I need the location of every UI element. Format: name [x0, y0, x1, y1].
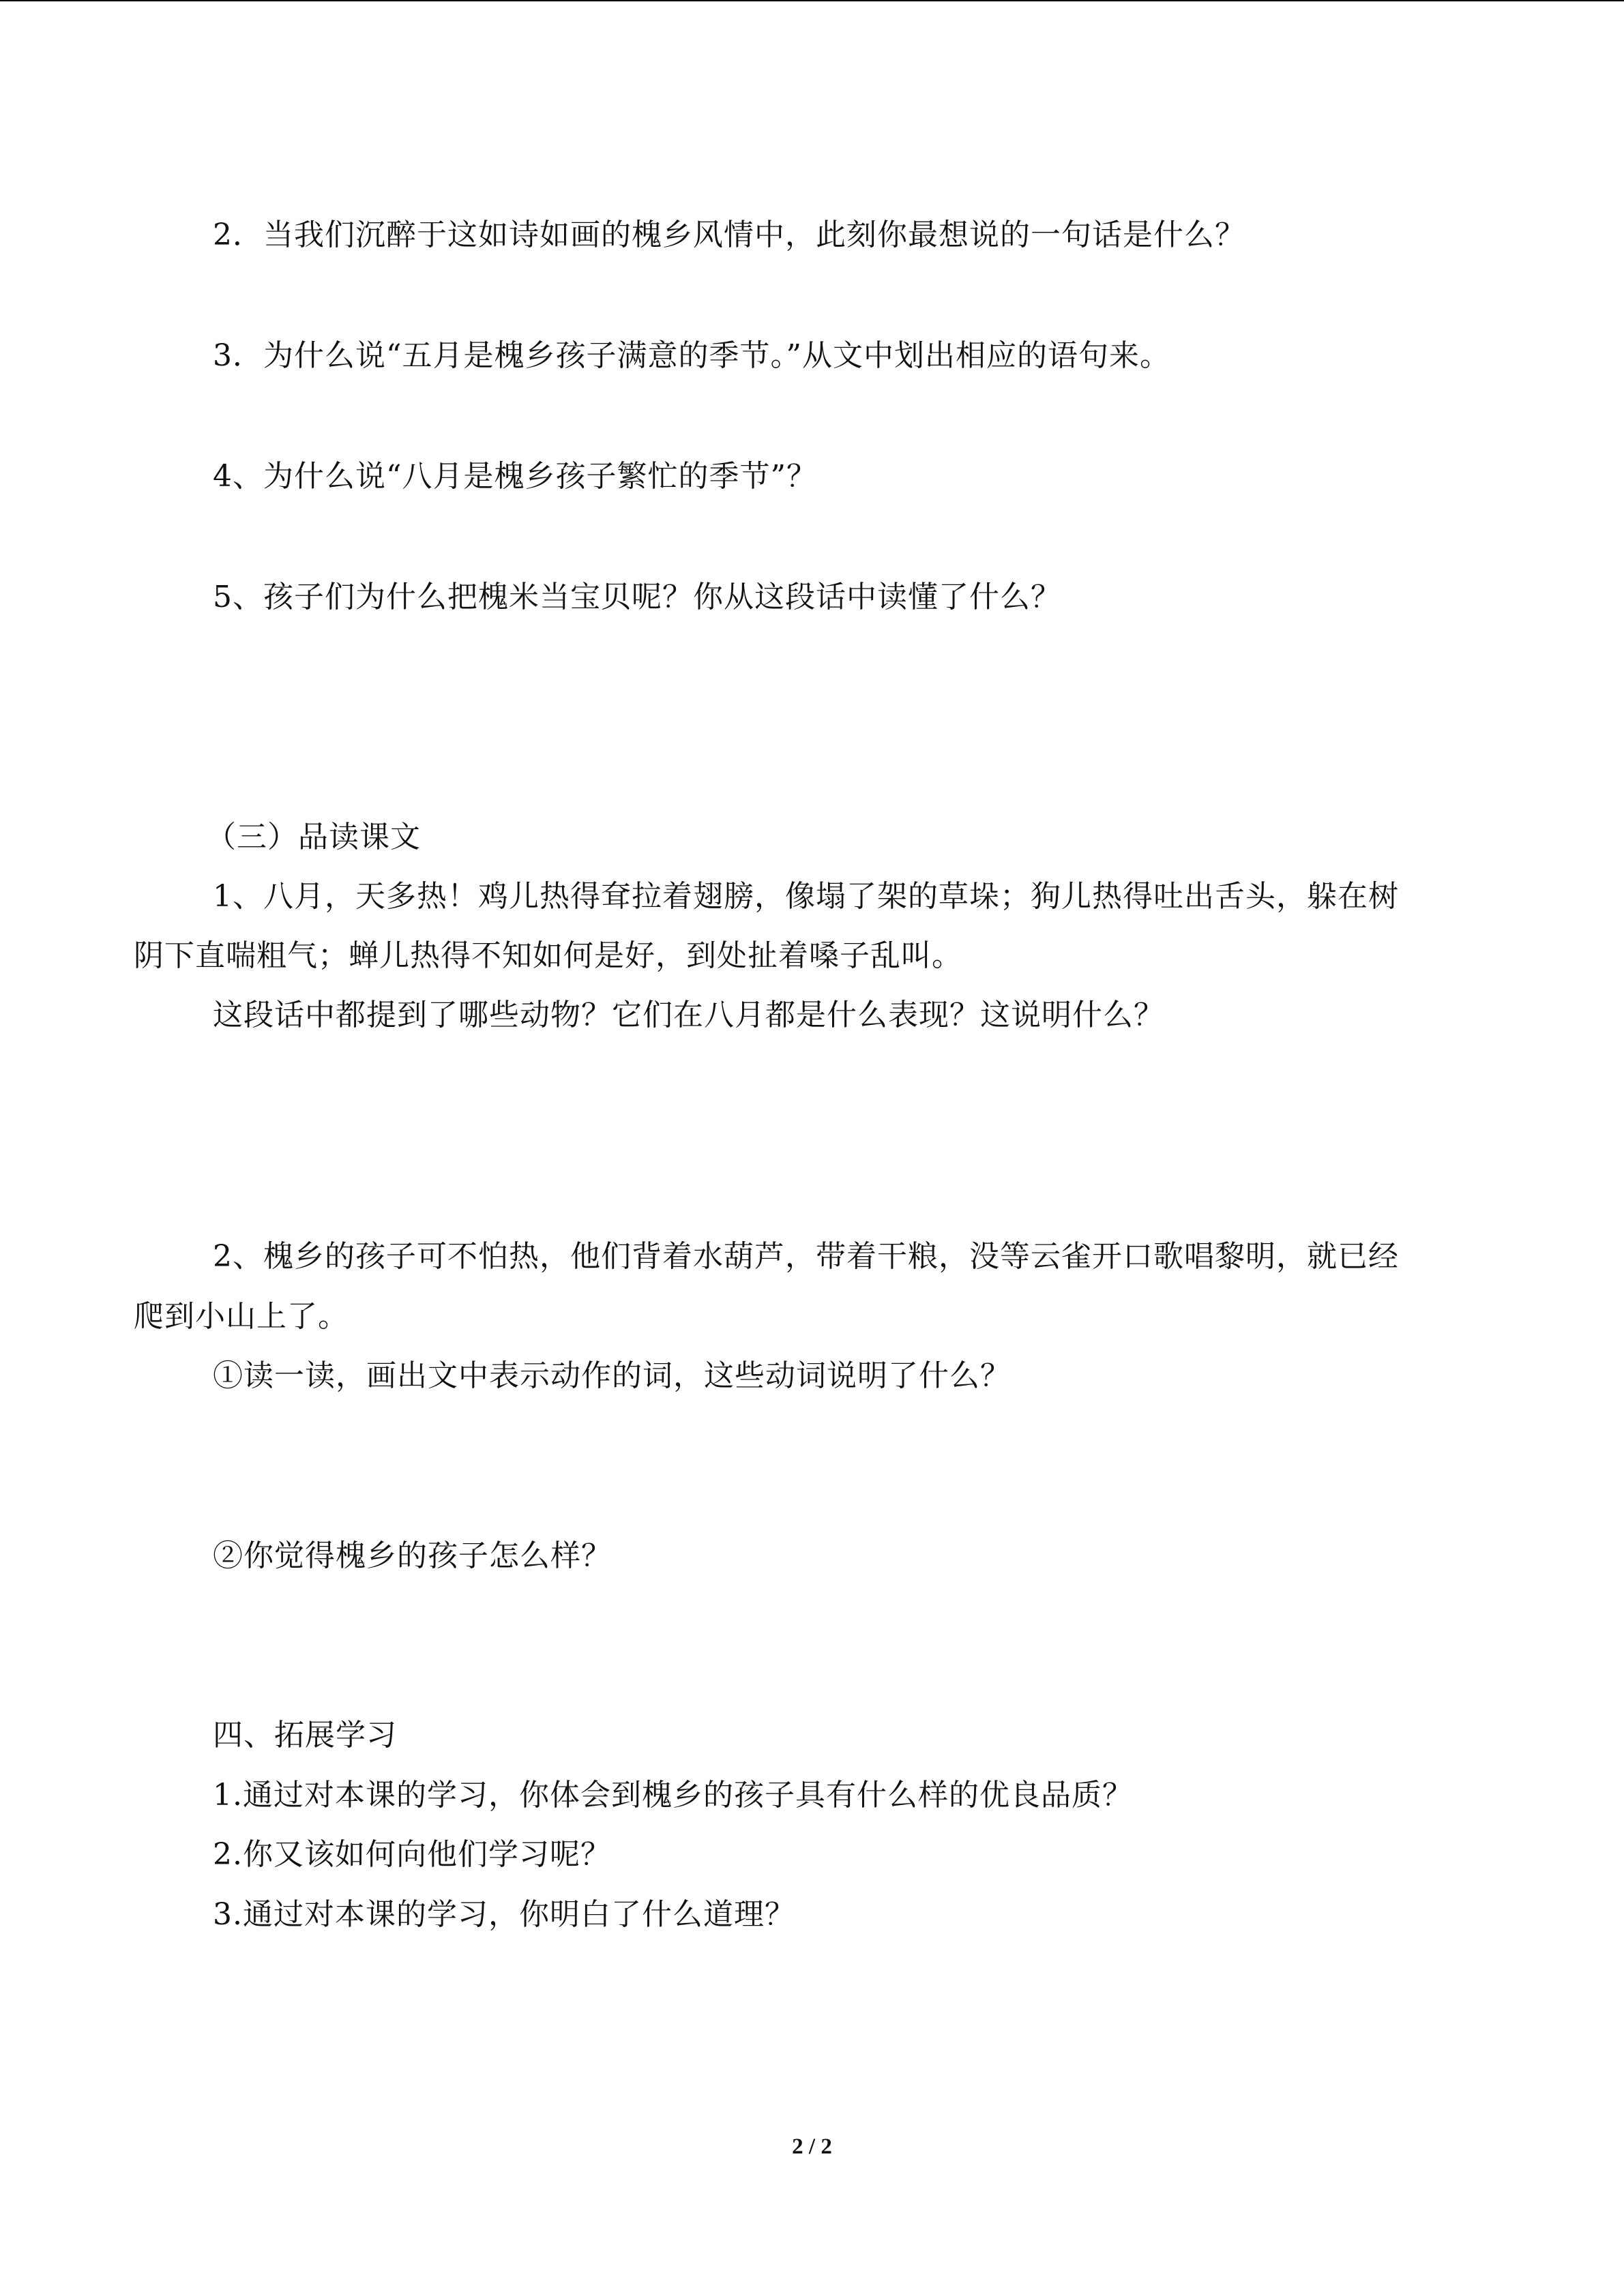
passage-2-sub-question-2: ②你觉得槐乡的孩子怎么样？ — [213, 1538, 612, 1573]
section-three-heading: （三）品读课文 — [206, 820, 421, 854]
question-3: 3．为什么说“五月是槐乡孩子满意的季节。”从文中划出相应的语句来。 — [213, 338, 1170, 373]
extension-question-2: 2.你又该如何向他们学习呢？ — [213, 1837, 611, 1872]
passage-2-line-1: 2、槐乡的孩子可不怕热，他们背着水葫芦，带着干粮，没等云雀开口歌唱黎明，就已经 — [213, 1239, 1399, 1274]
page-number: 2 / 2 — [792, 2134, 832, 2159]
section-four-heading: 四、拓展学习 — [213, 1718, 397, 1753]
passage-1-line-1: 1、八月，天多热！鸡儿热得耷拉着翅膀，像塌了架的草垛；狗儿热得吐出舌头，躲在树 — [213, 879, 1399, 914]
top-border-line — [0, 0, 1624, 1]
passage-1-line-2: 阴下直喘粗气；蝉儿热得不知如何是好，到处扯着嗓子乱叫。 — [134, 938, 962, 973]
passage-2-sub-question-1: ①读一读，画出文中表示动作的词，这些动词说明了什么？ — [213, 1358, 1011, 1393]
extension-question-1: 1.通过对本课的学习，你体会到槐乡的孩子具有什么样的优良品质？ — [213, 1778, 1133, 1813]
question-2: 2．当我们沉醉于这如诗如画的槐乡风情中，此刻你最想说的一句话是什么？ — [213, 218, 1245, 252]
extension-question-3: 3.通过对本课的学习，你明白了什么道理？ — [213, 1897, 795, 1932]
question-5: 5、孩子们为什么把槐米当宝贝呢？你从这段话中读懂了什么？ — [213, 580, 1061, 614]
question-4: 4、为什么说“八月是槐乡孩子繁忙的季节”？ — [213, 459, 817, 494]
passage-1-question: 这段话中都提到了哪些动物？它们在八月都是什么表现？这说明什么？ — [213, 998, 1164, 1032]
passage-2-line-2: 爬到小山上了。 — [134, 1299, 349, 1334]
